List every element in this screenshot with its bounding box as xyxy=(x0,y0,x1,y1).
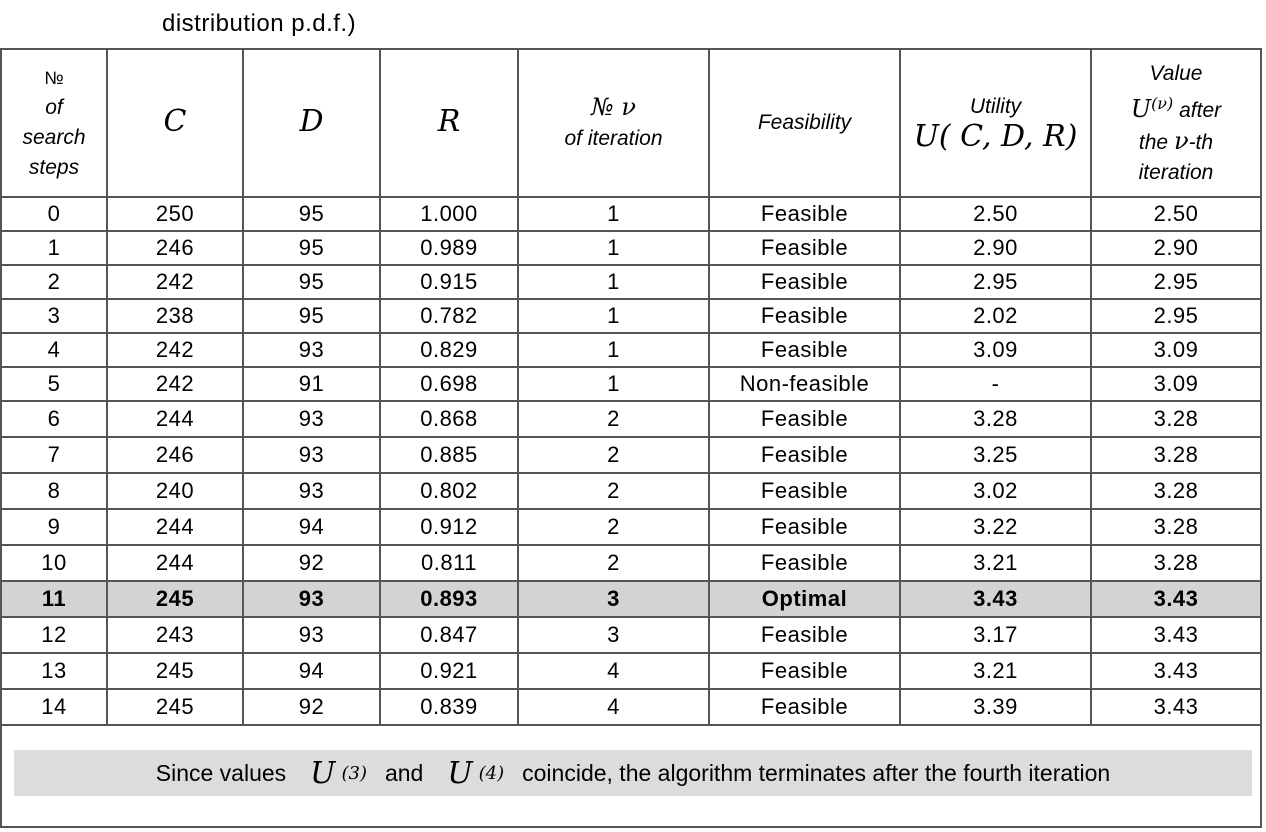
cell-step: 1 xyxy=(0,232,108,266)
cell-c: 245 xyxy=(108,654,244,690)
cell-feasibility: Feasible xyxy=(710,474,901,510)
cell-iter: 1 xyxy=(519,198,710,232)
cell-step: 10 xyxy=(0,546,108,582)
cell-utility: 2.95 xyxy=(901,266,1092,300)
cell-feasibility: Feasible xyxy=(710,402,901,438)
cell-value: 3.28 xyxy=(1092,402,1262,438)
cell-step: 11 xyxy=(0,582,108,618)
cell-c: 245 xyxy=(108,582,244,618)
cell-r: 0.893 xyxy=(381,582,519,618)
cell-d: 95 xyxy=(244,300,381,334)
cell-value: 3.28 xyxy=(1092,438,1262,474)
table-row xyxy=(0,474,1262,510)
cell-step: 8 xyxy=(0,474,108,510)
cell-utility: - xyxy=(901,368,1092,402)
table-row xyxy=(0,232,1262,266)
cell-d: 92 xyxy=(244,546,381,582)
cell-d: 91 xyxy=(244,368,381,402)
cell-value: 3.43 xyxy=(1092,582,1262,618)
cell-r: 0.868 xyxy=(381,402,519,438)
cell-r: 0.839 xyxy=(381,690,519,726)
cell-d: 93 xyxy=(244,402,381,438)
cell-d: 94 xyxy=(244,510,381,546)
cell-utility: 3.25 xyxy=(901,438,1092,474)
table-row xyxy=(0,654,1262,690)
cell-iter: 3 xyxy=(519,618,710,654)
cell-iter: 1 xyxy=(519,368,710,402)
cell-r: 1.000 xyxy=(381,198,519,232)
table-row xyxy=(0,690,1262,726)
cell-d: 93 xyxy=(244,334,381,368)
cell-r: 0.782 xyxy=(381,300,519,334)
table-caption: distribution p.d.f.) xyxy=(162,10,357,37)
cell-feasibility: Feasible xyxy=(710,198,901,232)
cell-utility: 3.09 xyxy=(901,334,1092,368)
cell-r: 0.811 xyxy=(381,546,519,582)
table-row xyxy=(0,198,1262,232)
cell-feasibility: Feasible xyxy=(710,300,901,334)
cell-d: 95 xyxy=(244,198,381,232)
header-feasibility: Feasibility xyxy=(710,48,901,198)
cell-utility: 3.02 xyxy=(901,474,1092,510)
header-iteration: № ν of iteration xyxy=(519,48,710,198)
cell-d: 94 xyxy=(244,654,381,690)
cell-feasibility: Non-feasible xyxy=(710,368,901,402)
cell-step: 7 xyxy=(0,438,108,474)
cell-value: 3.43 xyxy=(1092,654,1262,690)
cell-step: 13 xyxy=(0,654,108,690)
table-row xyxy=(0,334,1262,368)
cell-iter: 2 xyxy=(519,510,710,546)
cell-iter: 1 xyxy=(519,334,710,368)
cell-utility: 2.02 xyxy=(901,300,1092,334)
cell-feasibility: Feasible xyxy=(710,266,901,300)
cell-c: 242 xyxy=(108,334,244,368)
header-value: Value $U^{(\nu)}$ after the ν-th iteration xyxy=(1092,48,1262,198)
cell-c: 246 xyxy=(108,232,244,266)
table-row xyxy=(0,438,1262,474)
cell-step: 0 xyxy=(0,198,108,232)
cell-value: 3.43 xyxy=(1092,690,1262,726)
cell-value: 2.90 xyxy=(1092,232,1262,266)
cell-feasibility: Feasible xyxy=(710,618,901,654)
cell-value: 3.28 xyxy=(1092,510,1262,546)
cell-d: 93 xyxy=(244,582,381,618)
cell-iter: 2 xyxy=(519,438,710,474)
cell-feasibility: Feasible xyxy=(710,654,901,690)
cell-value: 3.28 xyxy=(1092,546,1262,582)
table-row xyxy=(0,618,1262,654)
cell-iter: 3 xyxy=(519,582,710,618)
cell-iter: 1 xyxy=(519,300,710,334)
table-row-optimal xyxy=(0,582,1262,618)
cell-value: 3.43 xyxy=(1092,618,1262,654)
cell-value: 3.09 xyxy=(1092,334,1262,368)
cell-d: 93 xyxy=(244,474,381,510)
header-d: D xyxy=(244,48,381,198)
cell-iter: 4 xyxy=(519,690,710,726)
header-steps: № of search steps xyxy=(0,48,108,198)
cell-step: 2 xyxy=(0,266,108,300)
cell-c: 246 xyxy=(108,438,244,474)
cell-utility: 3.17 xyxy=(901,618,1092,654)
cell-r: 0.885 xyxy=(381,438,519,474)
table-row xyxy=(0,402,1262,438)
cell-r: 0.921 xyxy=(381,654,519,690)
cell-feasibility: Optimal xyxy=(710,582,901,618)
cell-c: 240 xyxy=(108,474,244,510)
cell-utility: 3.21 xyxy=(901,654,1092,690)
cell-utility: 2.50 xyxy=(901,198,1092,232)
cell-utility: 2.90 xyxy=(901,232,1092,266)
cell-step: 12 xyxy=(0,618,108,654)
cell-c: 243 xyxy=(108,618,244,654)
cell-value: 3.28 xyxy=(1092,474,1262,510)
cell-c: 244 xyxy=(108,510,244,546)
cell-value: 2.95 xyxy=(1092,266,1262,300)
cell-d: 93 xyxy=(244,438,381,474)
cell-feasibility: Feasible xyxy=(710,334,901,368)
search-steps-table xyxy=(0,48,1262,726)
table-row xyxy=(0,266,1262,300)
cell-value: 2.50 xyxy=(1092,198,1262,232)
cell-c: 244 xyxy=(108,402,244,438)
cell-c: 244 xyxy=(108,546,244,582)
cell-iter: 1 xyxy=(519,232,710,266)
cell-d: 95 xyxy=(244,232,381,266)
cell-utility: 3.22 xyxy=(901,510,1092,546)
cell-c: 250 xyxy=(108,198,244,232)
cell-utility: 3.21 xyxy=(901,546,1092,582)
cell-d: 93 xyxy=(244,618,381,654)
cell-value: 2.95 xyxy=(1092,300,1262,334)
cell-r: 0.912 xyxy=(381,510,519,546)
cell-step: 3 xyxy=(0,300,108,334)
cell-c: 238 xyxy=(108,300,244,334)
cell-r: 0.698 xyxy=(381,368,519,402)
cell-step: 9 xyxy=(0,510,108,546)
cell-c: 242 xyxy=(108,368,244,402)
cell-iter: 1 xyxy=(519,266,710,300)
termination-note: Since values U (3) and U (4) coincide, the algorithm terminates after the fourth iteration xyxy=(14,750,1252,796)
cell-utility: 3.28 xyxy=(901,402,1092,438)
cell-r: 0.847 xyxy=(381,618,519,654)
cell-feasibility: Feasible xyxy=(710,510,901,546)
cell-iter: 2 xyxy=(519,474,710,510)
table-row xyxy=(0,300,1262,334)
cell-step: 6 xyxy=(0,402,108,438)
cell-utility: 3.39 xyxy=(901,690,1092,726)
cell-iter: 2 xyxy=(519,546,710,582)
cell-utility: 3.43 xyxy=(901,582,1092,618)
table-row xyxy=(0,368,1262,402)
header-row xyxy=(0,48,1262,198)
cell-iter: 2 xyxy=(519,402,710,438)
cell-d: 95 xyxy=(244,266,381,300)
cell-step: 4 xyxy=(0,334,108,368)
cell-c: 242 xyxy=(108,266,244,300)
cell-step: 14 xyxy=(0,690,108,726)
cell-feasibility: Feasible xyxy=(710,438,901,474)
cell-step: 5 xyxy=(0,368,108,402)
cell-r: 0.802 xyxy=(381,474,519,510)
cell-iter: 4 xyxy=(519,654,710,690)
header-c: C xyxy=(108,48,244,198)
cell-feasibility: Feasible xyxy=(710,690,901,726)
cell-r: 0.989 xyxy=(381,232,519,266)
table-row xyxy=(0,546,1262,582)
cell-d: 92 xyxy=(244,690,381,726)
cell-value: 3.09 xyxy=(1092,368,1262,402)
table-row xyxy=(0,510,1262,546)
cell-r: 0.915 xyxy=(381,266,519,300)
cell-r: 0.829 xyxy=(381,334,519,368)
cell-feasibility: Feasible xyxy=(710,232,901,266)
header-r: R xyxy=(381,48,519,198)
cell-feasibility: Feasible xyxy=(710,546,901,582)
cell-c: 245 xyxy=(108,690,244,726)
header-utility: Utility U( C, D, R) xyxy=(901,48,1092,198)
